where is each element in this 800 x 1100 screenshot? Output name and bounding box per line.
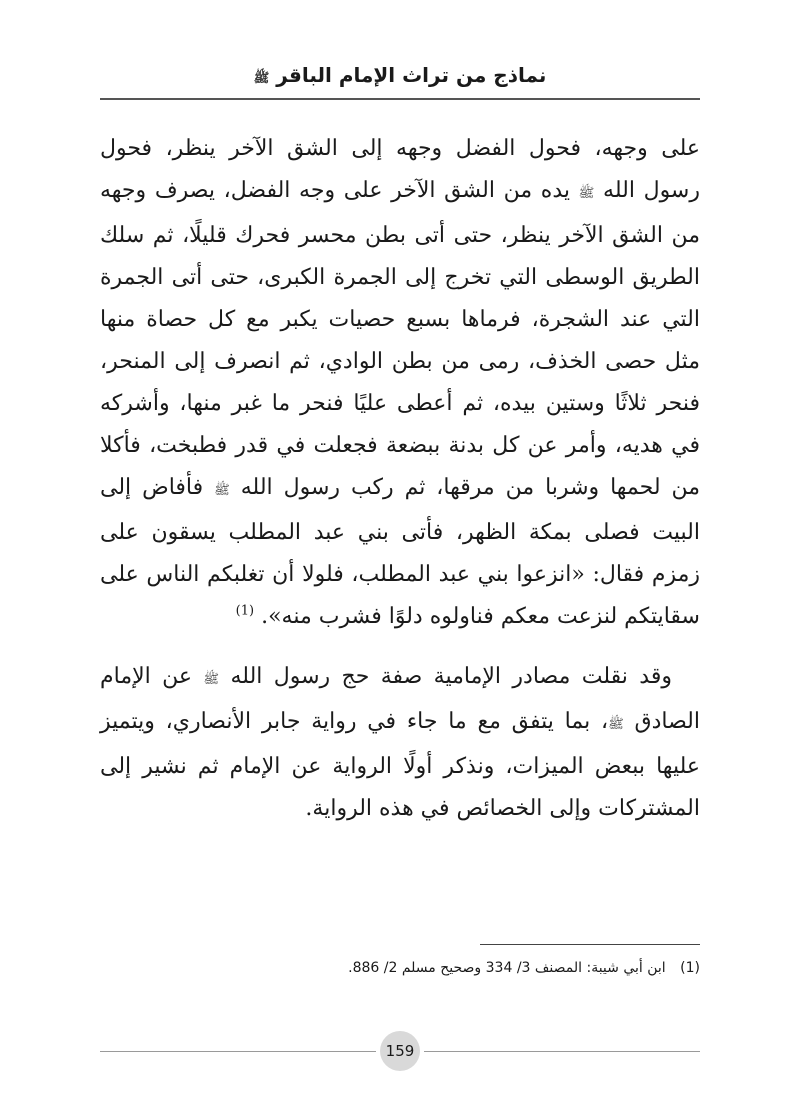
paragraph-2-part-1: وقد نقلت مصادر الإمامية صفة حج رسول الله bbox=[230, 664, 672, 689]
page-number: 159 bbox=[380, 1031, 420, 1071]
header-title: نماذج من تراث الإمام الباقر bbox=[276, 63, 547, 87]
footer-rule-left bbox=[100, 1051, 376, 1052]
paragraph-2-part-2: عن الإمام الصادق bbox=[100, 664, 700, 734]
paragraph-1-part-3: فأفاض إلى البيت فصلى بمكة الظهر، فأتى بني عبد المطلب يسقون على زمزم فقال: «انزعوا بني عبد المطلب، فلولا أن تغلبكم الناس على سقايتكم لنزعت معكم فناولوه دلوًا فشرب منه». bbox=[100, 475, 700, 629]
header-honorific-mark: ﷺ bbox=[253, 71, 270, 86]
honorific-prophet-2: ﷺ bbox=[214, 483, 230, 498]
footnote-reference: (1) bbox=[235, 603, 255, 619]
paragraph-1-part-1: على وجهه، فحول الفضل وجهه إلى الشق الآخر ينظر، فحول رسول الله bbox=[100, 136, 700, 203]
honorific-prophet-1: ﷺ bbox=[578, 186, 595, 201]
footnote bbox=[100, 958, 700, 978]
main-text bbox=[100, 128, 700, 830]
paragraph-2 bbox=[100, 656, 700, 830]
honorific-imam: ﷺ bbox=[608, 717, 624, 732]
footnote-number: (1) bbox=[680, 960, 700, 976]
footer-rule-right bbox=[424, 1051, 700, 1052]
paragraph-2-part-3: ، بما يتفق مع ما جاء في رواية جابر الأنصاري، ويتميز عليها ببعض الميزات، ونذكر أولًا الرواية عن الإمام ثم نشير إلى المشتركات وإلى الخصائص في هذه الرواية. bbox=[100, 709, 700, 821]
running-header bbox=[100, 62, 700, 92]
paragraph-1 bbox=[100, 128, 700, 638]
footnote-divider bbox=[480, 944, 700, 945]
honorific-prophet-3: ﷺ bbox=[203, 672, 220, 687]
paragraph-1-part-2: يده من الشق الآخر على وجه الفضل، يصرف وجهه من الشق الآخر ينظر، حتى أتى بطن محسر فحرك قليلًا، ثم سلك الطريق الوسطى التي تخرج إلى الجمرة الكبرى، حتى أتى الجمرة التي عند الشجرة، فرماها بسبع حصيات يكبر مع كل حصاة منها مثل حصى الخذف، رمى من بطن الوادي، ثم انصرف إلى المنحر، فنحر ثلاثًا وستين بيده، ثم أعطى عليًا فنحر ما غبر منها، وأشركه في هديه، وأمر عن كل بدنة ببضعة فجعلت في قدر فطبخت، فأكلا من لحمها وشربا من مرقها، ثم ركب رسول الله bbox=[100, 178, 701, 500]
header-divider bbox=[100, 98, 700, 100]
footnote-text: ابن أبي شيبة: المصنف 3/ 334 وصحيح مسلم 2/ 886. bbox=[348, 960, 666, 976]
